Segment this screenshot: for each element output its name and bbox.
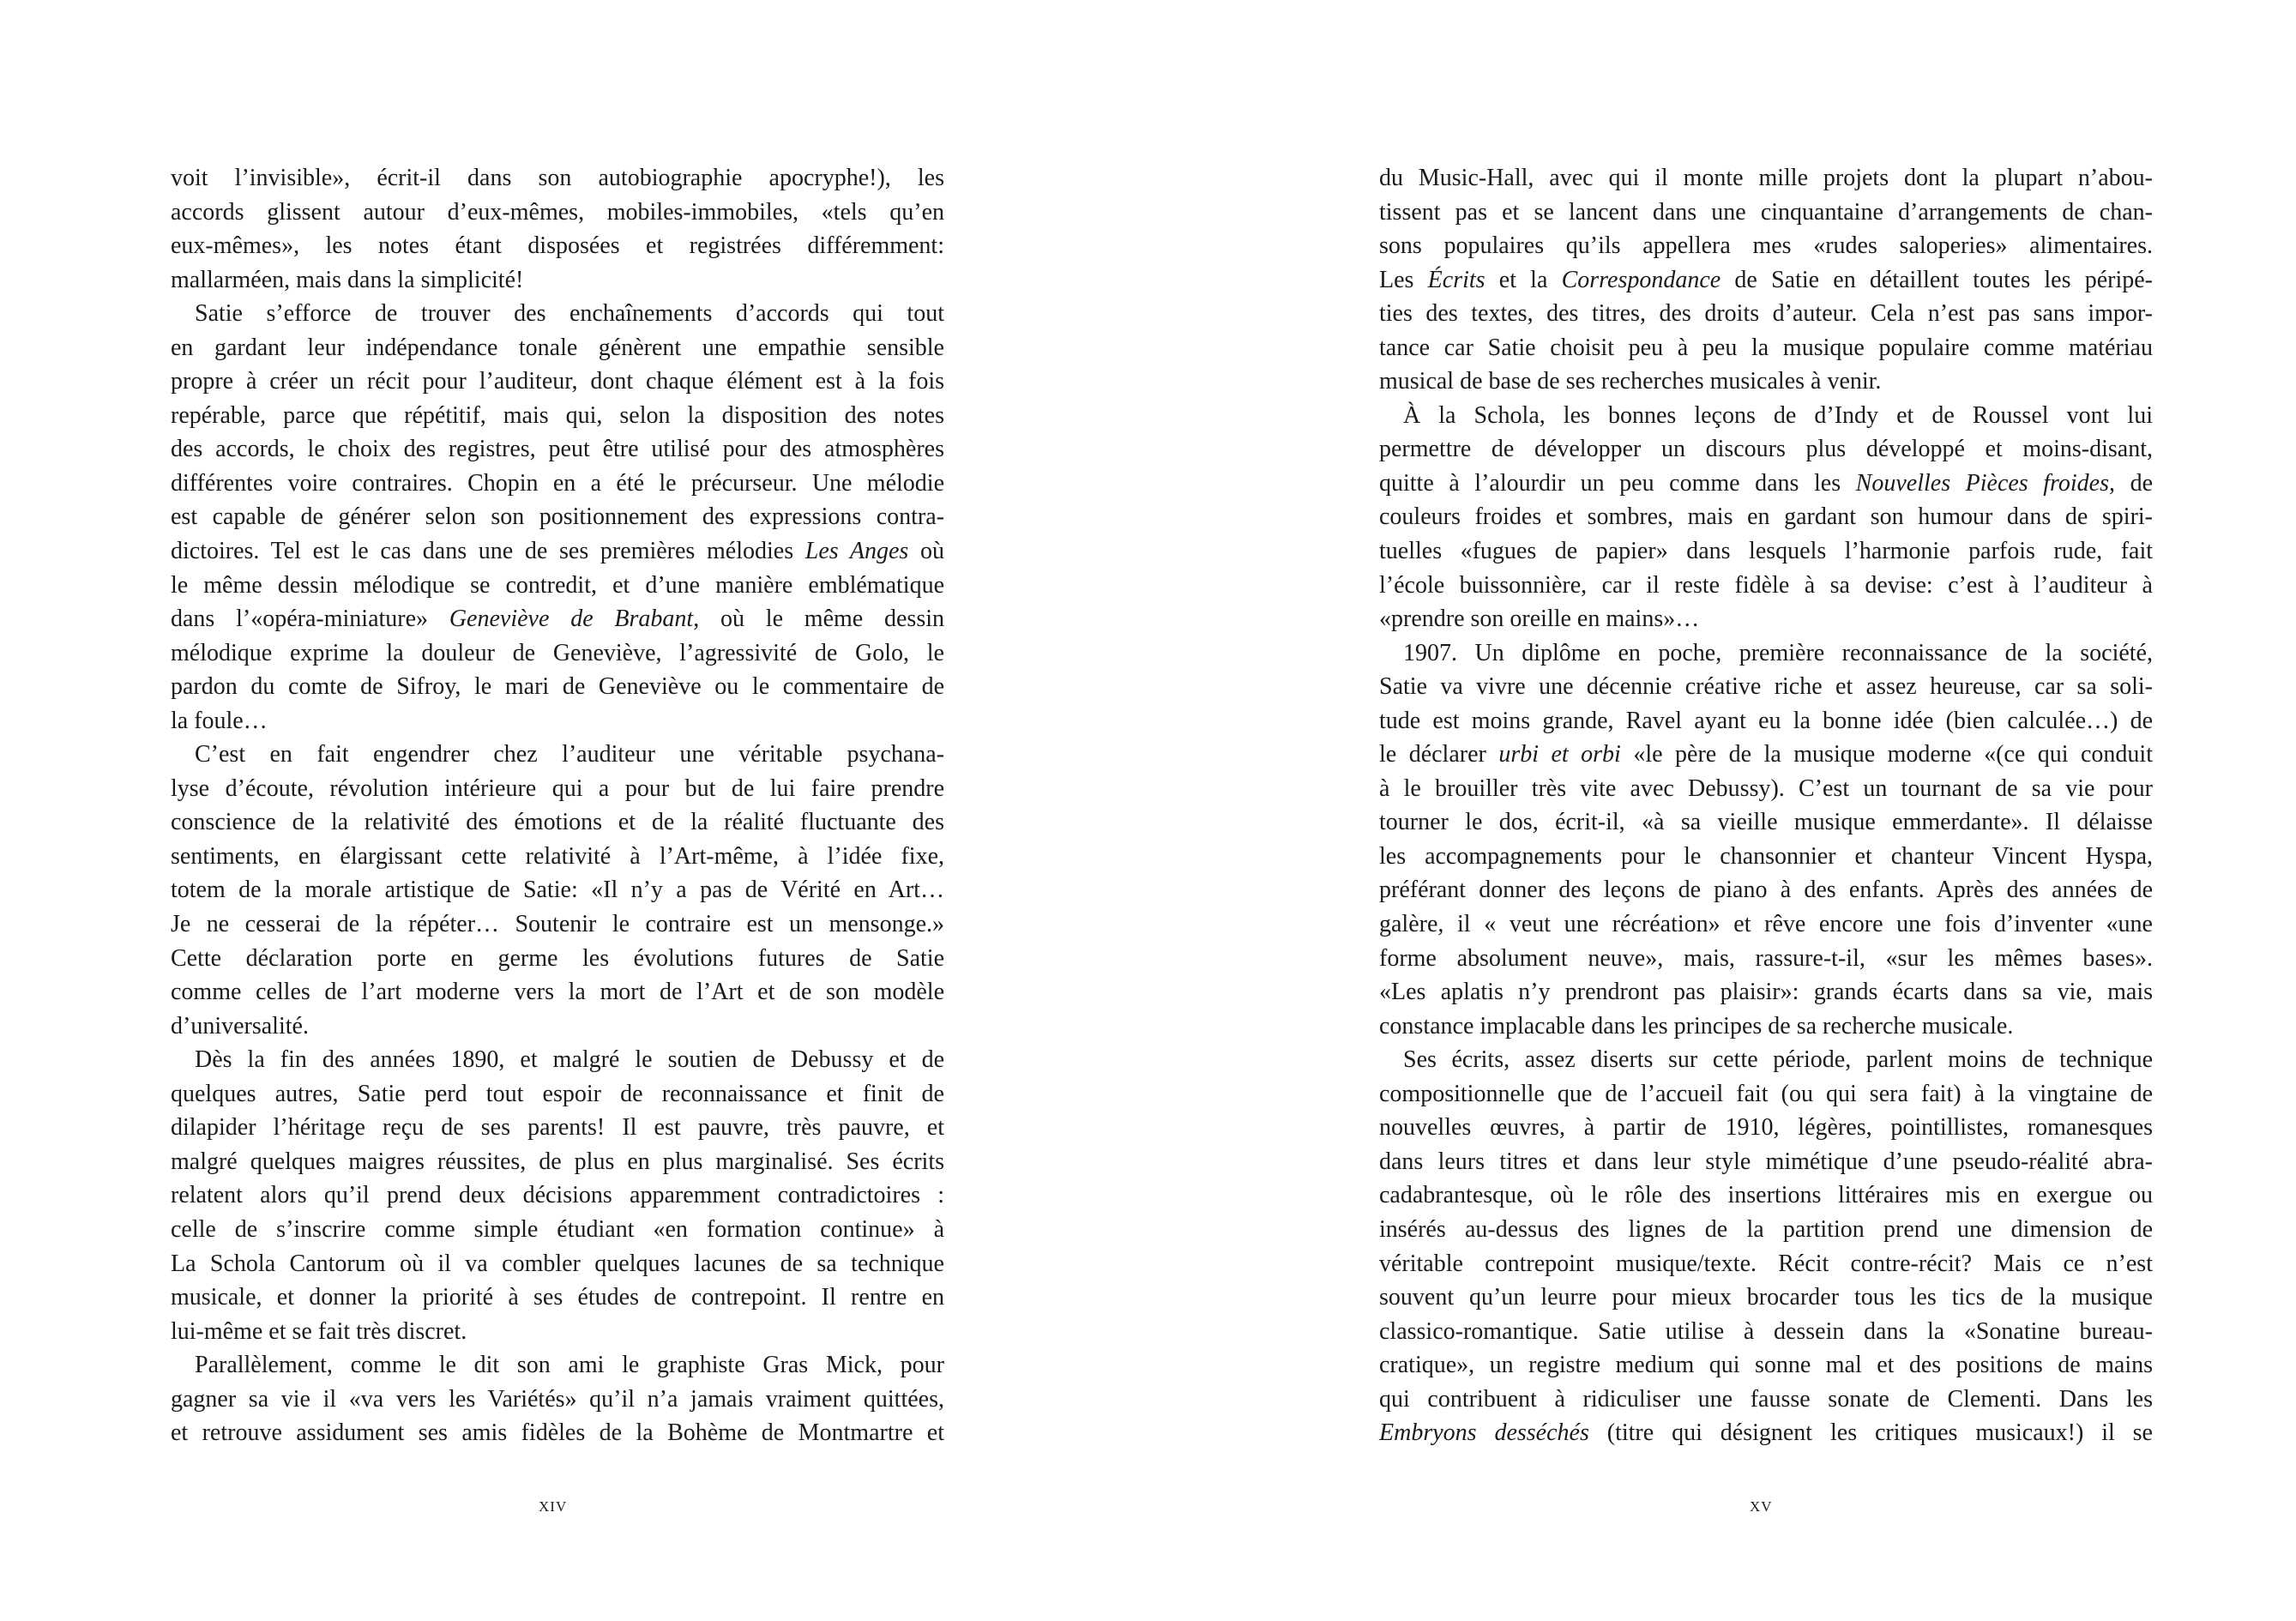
text-line [171, 399, 944, 433]
text-segment: dans leurs titres et dans leur style mimétique d’une pseudo-réalité abra- [1379, 1148, 2153, 1175]
text-segment: galère, il « veut une récréation» et rêve encore une fois d’inventer «une [1379, 911, 2153, 938]
text-line [1379, 738, 2153, 772]
text-line [171, 1111, 944, 1145]
text-segment: de Satie en détaillent toutes les péripé- [1720, 266, 2154, 293]
text-segment: préférant donner des leçons de piano à des enfants. Après des années de [1379, 877, 2153, 904]
text-segment: lui-même et se fait très discret. [171, 1317, 467, 1345]
italic-title: Les Anges [805, 538, 909, 565]
text-segment: différentes voire contraires. Chopin en a été le précurseur. Une mélodie [171, 469, 944, 497]
text-line [171, 704, 944, 738]
text-line [171, 1281, 944, 1315]
text-segment: pardon du comte de Sifroy, le mari de Geneviève ou le commentaire de [171, 673, 944, 701]
text-segment: dans l’«opéra-miniature» [171, 606, 449, 633]
text-segment: d’universalité. [171, 1012, 309, 1039]
text-segment: quelques autres, Satie perd tout espoir de reconnaissance et finit de [171, 1080, 944, 1107]
text-line [1379, 1145, 2153, 1179]
text-line [1379, 263, 2153, 298]
text-segment: tude est moins grande, Ravel ayant eu la bonne idée (bien calculée…) de [1379, 707, 2153, 734]
text-line [1379, 1043, 2153, 1077]
text-line [171, 263, 944, 298]
left-page-text [171, 161, 944, 1450]
text-segment: en gardant leur indépendance tonale génèrent une empathie sensible [171, 334, 944, 361]
text-line [1379, 500, 2153, 534]
text-line [171, 1348, 944, 1383]
right-page-text [1379, 161, 2153, 1450]
text-segment: voit l’invisible», écrit-il dans son autobiographie apocryphe!), les [171, 165, 944, 191]
text-line [1379, 432, 2153, 467]
italic-title: Correspondance [1561, 266, 1721, 293]
text-line [171, 432, 944, 467]
text-line [1379, 365, 2153, 399]
text-line [1379, 1416, 2153, 1450]
text-line [1379, 297, 2153, 331]
text-segment: nouvelles œuvres, à partir de 1910, légères, pointillistes, romanesques [1379, 1114, 2153, 1142]
text-segment: constance implacable dans les principes de sa recherche musicale. [1379, 1012, 2014, 1039]
text-line [171, 1315, 944, 1349]
text-line [171, 297, 944, 331]
text-segment: tourner le dos, écrit-il, «à sa vieille musique emmerdante». Il délaisse [1379, 809, 2153, 836]
text-segment: celle de s’inscrire comme simple étudiant «en formation continue» à [171, 1215, 944, 1243]
text-segment: «prendre son oreille en mains»… [1379, 606, 1700, 633]
text-segment: est capable de générer selon son positionnement des expressions contra- [171, 503, 944, 531]
text-segment: quitte à l’alourdir un peu comme dans les [1379, 469, 1856, 497]
text-line [1379, 161, 2153, 196]
text-line [171, 1043, 944, 1077]
text-line [171, 534, 944, 569]
text-line [171, 1178, 944, 1213]
text-line [171, 1247, 944, 1281]
text-line [1379, 1348, 2153, 1383]
text-segment: le déclarer [1379, 741, 1499, 768]
text-line [1379, 1111, 2153, 1145]
text-segment: des accords, le choix des registres, peut être utilisé pour des atmosphères [171, 436, 944, 463]
text-segment: compositionnelle que de l’accueil fait (ou qui sera fait) à la vingtaine de [1379, 1080, 2153, 1107]
italic-title: Embryons desséchés [1379, 1419, 1589, 1447]
text-segment: mallarméen, mais dans la simplicité! [171, 266, 524, 293]
text-line [171, 738, 944, 772]
text-segment: comme celles de l’art moderne vers la mort de l’Art et de son modèle [171, 979, 944, 1006]
text-segment: «le père de la musique moderne «(ce qui conduit [1620, 741, 2153, 768]
text-segment: Je ne cesserai de la répéter… Soutenir le contraire est un mensonge.» [171, 911, 944, 938]
text-line [1379, 1009, 2153, 1044]
text-segment: 1907. Un diplôme en poche, première reconnaissance de la société, [1403, 639, 2153, 666]
text-line [1379, 873, 2153, 907]
text-segment: tance car Satie choisit peu à peu la musique populaire comme matériau [1379, 334, 2153, 361]
text-line [171, 1145, 944, 1179]
text-line [171, 1077, 944, 1112]
text-line [1379, 1315, 2153, 1349]
text-line [171, 161, 944, 196]
text-line [1379, 1178, 2153, 1213]
text-line [171, 670, 944, 704]
text-segment: Satie va vivre une décennie créative riche et assez heureuse, car sa soli- [1379, 673, 2153, 701]
text-segment: totem de la morale artistique de Satie: «Il n’y a pas de Vérité en Art… [171, 877, 944, 904]
text-line [171, 805, 944, 840]
text-line [171, 772, 944, 806]
text-segment: repérable, parce que répétitif, mais qui, selon la disposition des notes [171, 401, 944, 429]
text-segment: à le brouiller très vite avec Debussy). C’est un tournant de sa vie pour [1379, 774, 2153, 802]
text-line [171, 569, 944, 603]
text-segment: Dès la fin des années 1890, et malgré le soutien de Debussy et de [195, 1046, 944, 1074]
text-line [171, 229, 944, 263]
text-segment: , où le même dessin [693, 606, 945, 633]
text-segment: l’école buissonnière, car il reste fidèle à sa devise: c’est à l’auditeur à [1379, 571, 2153, 599]
text-segment: forme absolument neuve», mais, rassure-t-il, «sur les mêmes bases». [1379, 944, 2153, 972]
text-segment: C’est en fait engendrer chez l’auditeur une véritable psychana- [195, 741, 944, 768]
text-line [1379, 569, 2153, 603]
text-line [171, 636, 944, 671]
text-segment: ties des textes, des titres, des droits d’auteur. Cela n’est pas sans impor- [1379, 300, 2153, 328]
text-segment: sentiments, en élargissant cette relativité à l’Art-même, à l’idée fixe, [171, 842, 944, 870]
text-line [1379, 636, 2153, 671]
text-segment: malgré quelques maigres réussites, de plus en plus marginalisé. Ses écrits [171, 1148, 944, 1175]
text-line [1379, 704, 2153, 738]
text-line [171, 840, 944, 874]
text-segment: sons populaires qu’ils appellera mes «rudes saloperies» alimentaires. [1379, 232, 2153, 260]
text-segment: cratique», un registre medium qui sonne mal et des positions de mains [1379, 1352, 2153, 1379]
italic-title: Écrits [1427, 266, 1485, 293]
text-segment: le même dessin mélodique se contredit, et d’une manière emblématique [171, 571, 944, 599]
text-line [171, 873, 944, 907]
text-segment: insérés au-dessus des lignes de la partition prend une dimension de [1379, 1215, 2153, 1243]
text-line [1379, 229, 2153, 263]
text-segment: et retrouve assidument ses amis fidèles de la Bohème de Montmartre et [171, 1419, 944, 1447]
text-line [1379, 196, 2153, 230]
text-line [1379, 772, 2153, 806]
text-segment: propre à créer un récit pour l’auditeur, dont chaque élément est à la fois [171, 368, 944, 395]
text-segment: et la [1485, 266, 1562, 293]
text-line [171, 942, 944, 976]
text-segment: cadabrantesque, où le rôle des insertions littéraires mis en exergue ou [1379, 1182, 2153, 1209]
text-segment: Satie s’efforce de trouver des enchaînements d’accords qui tout [195, 300, 944, 328]
text-line [1379, 907, 2153, 942]
text-line [171, 1416, 944, 1450]
text-segment: La Schola Cantorum où il va combler quelques lacunes de sa technique [171, 1250, 944, 1277]
text-segment: mélodique exprime la douleur de Geneviève, l’agressivité de Golo, le [171, 639, 944, 666]
text-line [171, 975, 944, 1009]
text-segment: qui contribuent à ridiculiser une fausse sonate de Clementi. Dans les [1379, 1385, 2153, 1413]
text-segment: eux-mêmes», les notes étant disposées et registrées différemment: [171, 232, 944, 260]
text-segment: musical de base de ses recherches musicales à venir. [1379, 368, 1882, 395]
text-line [1379, 670, 2153, 704]
text-segment: tissent pas et se lancent dans une cinquantaine d’arrangements de chan- [1379, 198, 2153, 226]
text-segment: véritable contrepoint musique/texte. Récit contre-récit? Mais ce n’est [1379, 1250, 2153, 1277]
text-line [1379, 805, 2153, 840]
text-segment: accords glissent autour d’eux-mêmes, mobiles-immobiles, «tels qu’en [171, 198, 944, 226]
text-segment: Les [1379, 266, 1428, 293]
text-segment: où [908, 538, 945, 565]
text-segment: du Music-Hall, avec qui il monte mille projets dont la plupart n’abou- [1379, 165, 2153, 191]
text-segment: classico-romantique. Satie utilise à dessein dans la «Sonatine bureau- [1379, 1317, 2153, 1345]
text-line [171, 467, 944, 501]
text-line [171, 907, 944, 942]
text-segment: dilapider l’héritage reçu de ses parents! Il est pauvre, très pauvre, et [171, 1114, 944, 1142]
italic-title: Geneviève de Brabant [449, 606, 694, 633]
text-line [1379, 602, 2153, 636]
text-segment: gagner sa vie il «va vers les Variétés» qu’il n’a jamais vraiment quittées, [171, 1385, 944, 1413]
text-segment: permettre de développer un discours plus développé et moins-disant, [1379, 436, 2153, 463]
text-segment: conscience de la relativité des émotions et de la réalité fluctuante des [171, 809, 944, 836]
text-line [1379, 1247, 2153, 1281]
text-segment: dictoires. Tel est le cas dans une de ses premières mélodies [171, 538, 805, 565]
text-segment: lyse d’écoute, révolution intérieure qui a pour but de lui faire prendre [171, 774, 944, 802]
page-number-right: xv [1750, 1494, 1773, 1516]
text-line [171, 1009, 944, 1044]
text-segment: À la Schola, les bonnes leçons de d’Indy et de Roussel vont lui [1403, 401, 2153, 429]
text-segment: Cette déclaration porte en germe les évolutions futures de Satie [171, 944, 944, 972]
text-segment: , de [2109, 469, 2154, 497]
text-line [1379, 399, 2153, 433]
text-line [1379, 1213, 2153, 1247]
text-line [171, 365, 944, 399]
text-line [1379, 534, 2153, 569]
italic-title: urbi et orbi [1498, 741, 1621, 768]
text-line [1379, 1077, 2153, 1112]
text-line [171, 331, 944, 365]
text-segment: musicale, et donner la priorité à ses études de contrepoint. Il rentre en [171, 1284, 944, 1311]
text-segment: Ses écrits, assez diserts sur cette période, parlent moins de technique [1403, 1046, 2153, 1074]
text-line [171, 602, 944, 636]
text-line [1379, 942, 2153, 976]
text-segment: (titre qui désignent les critiques musicaux!) il se [1588, 1419, 2153, 1447]
text-segment: couleurs froides et sombres, mais en gardant son humour dans de spiri- [1379, 503, 2153, 531]
text-line [1379, 331, 2153, 365]
text-line [171, 196, 944, 230]
italic-title: Nouvelles Pièces froides [1855, 469, 2110, 497]
text-segment: souvent qu’un leurre pour mieux brocarder tous les tics de la musique [1379, 1284, 2153, 1311]
text-line [1379, 467, 2153, 501]
text-line [1379, 975, 2153, 1009]
text-segment: «Les aplatis n’y prendront pas plaisir»: grands écarts dans sa vie, mais [1379, 979, 2153, 1006]
text-segment: relatent alors qu’il prend deux décisions apparemment contradictoires : [171, 1182, 944, 1209]
text-segment: les accompagnements pour le chansonnier et chanteur Vincent Hyspa, [1379, 842, 2153, 870]
text-segment: tuelles «fugues de papier» dans lesquels l’harmonie parfois rude, fait [1379, 538, 2153, 565]
text-line [171, 500, 944, 534]
text-line [1379, 1281, 2153, 1315]
page-number-left: xiv [539, 1494, 568, 1516]
text-segment: Parallèlement, comme le dit son ami le graphiste Gras Mick, pour [195, 1352, 944, 1379]
text-line [1379, 1383, 2153, 1417]
text-segment: la foule… [171, 707, 268, 734]
text-line [171, 1383, 944, 1417]
text-line [171, 1213, 944, 1247]
text-line [1379, 840, 2153, 874]
